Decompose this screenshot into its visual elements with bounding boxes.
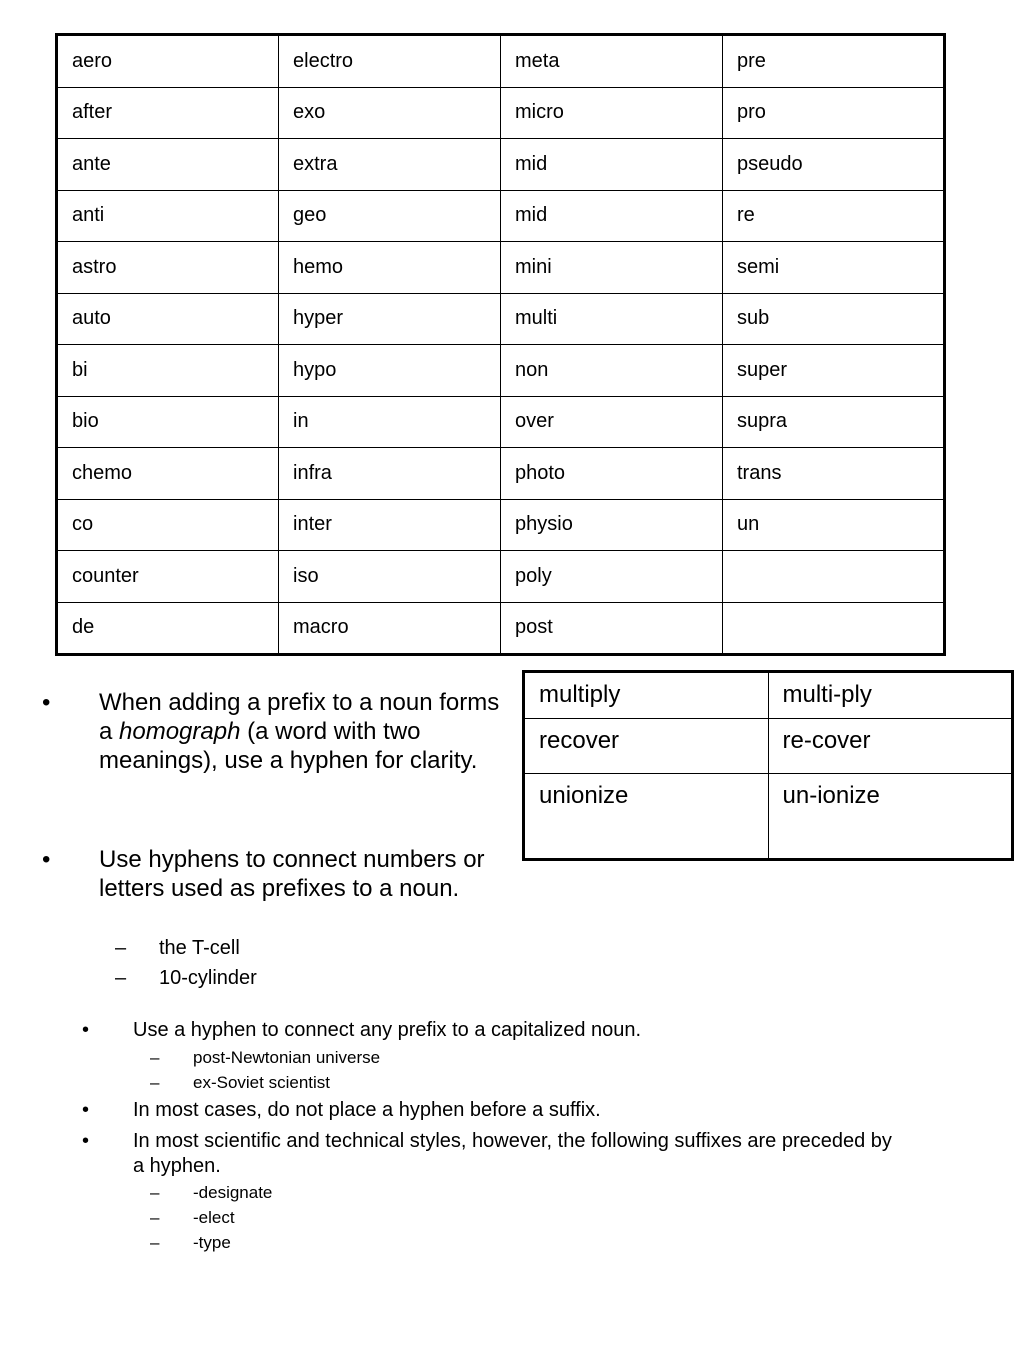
example-item: – ex-Soviet scientist	[150, 1073, 330, 1092]
table-cell: micro	[501, 87, 723, 139]
table-cell: de	[57, 602, 279, 655]
table-cell: super	[723, 345, 945, 397]
table-cell: unionize	[524, 774, 769, 860]
table-cell: iso	[279, 551, 501, 603]
table-cell: mid	[501, 139, 723, 191]
table-row	[57, 242, 945, 294]
table-cell: mini	[501, 242, 723, 294]
table-cell: over	[501, 396, 723, 448]
table-row	[57, 396, 945, 448]
homograph-bullet	[42, 688, 502, 775]
scientific-rule-text: In most scientific and technical styles, however, the following suffixes are preceded by a hyphen.	[133, 1130, 892, 1177]
table-row	[57, 499, 945, 551]
table-cell: pseudo	[723, 139, 945, 191]
table-cell: counter	[57, 551, 279, 603]
table-row	[57, 35, 945, 88]
table-cell: electro	[279, 35, 501, 88]
homograph-term: homograph	[119, 718, 241, 745]
table-cell: hyper	[279, 293, 501, 345]
table-row	[57, 551, 945, 603]
table-cell: hypo	[279, 345, 501, 397]
table-cell: hemo	[279, 242, 501, 294]
table-row	[57, 190, 945, 242]
table-cell: ante	[57, 139, 279, 191]
table-cell: non	[501, 345, 723, 397]
table-cell: exo	[279, 87, 501, 139]
numbers-bullet	[42, 845, 512, 903]
table-cell: in	[279, 396, 501, 448]
table-cell: aero	[57, 35, 279, 88]
table-cell: post	[501, 602, 723, 655]
table-cell: physio	[501, 499, 723, 551]
table-cell	[723, 602, 945, 655]
example-item: – post-Newtonian universe	[150, 1048, 381, 1067]
prefix-table	[55, 33, 946, 656]
bullet-marker: •	[42, 846, 51, 873]
table-cell: poly	[501, 551, 723, 603]
bullet-marker: •	[42, 689, 51, 716]
example-item: – -elect	[150, 1208, 235, 1227]
table-cell: re	[723, 190, 945, 242]
table-cell: meta	[501, 35, 723, 88]
table-cell: multi-ply	[768, 672, 1013, 719]
table-row	[57, 139, 945, 191]
table-row	[57, 87, 945, 139]
suffix-rule-text: In most cases, do not place a hyphen before a suffix.	[133, 1099, 601, 1121]
capitalized-rule-text: Use a hyphen to connect any prefix to a capitalized noun.	[133, 1019, 642, 1041]
table-cell: photo	[501, 448, 723, 500]
table-cell: mid	[501, 190, 723, 242]
table-cell	[723, 551, 945, 603]
homograph-table	[522, 670, 1014, 861]
table-cell: infra	[279, 448, 501, 500]
homograph-rule-text: When adding a prefix to a noun forms a homograph (a word with two meanings), use a hyphen for clarity.	[99, 689, 500, 774]
table-cell: bio	[57, 396, 279, 448]
table-cell: recover	[524, 719, 769, 774]
scientific-bullet: • In most scientific and technical styles, however, the following suffixes are preceded by a hyphen.	[82, 1129, 902, 1179]
table-cell: after	[57, 87, 279, 139]
table-cell: macro	[279, 602, 501, 655]
example-item: – -type	[150, 1233, 231, 1252]
table-cell: extra	[279, 139, 501, 191]
suffix-bullet: • In most cases, do not place a hyphen before a suffix.	[82, 1098, 902, 1123]
table-cell: multiply	[524, 672, 769, 719]
table-cell: co	[57, 499, 279, 551]
table-row	[524, 719, 1013, 774]
table-cell: anti	[57, 190, 279, 242]
table-cell: auto	[57, 293, 279, 345]
table-cell: trans	[723, 448, 945, 500]
table-cell: chemo	[57, 448, 279, 500]
table-cell: re-cover	[768, 719, 1013, 774]
table-cell: semi	[723, 242, 945, 294]
table-row	[524, 774, 1013, 860]
table-row	[524, 672, 1013, 719]
table-row	[57, 602, 945, 655]
table-cell: un-ionize	[768, 774, 1013, 860]
capitalized-bullet: • Use a hyphen to connect any prefix to a capitalized noun.	[82, 1018, 902, 1043]
example-item: – 10-cylinder	[115, 967, 257, 989]
table-cell: pre	[723, 35, 945, 88]
table-cell: geo	[279, 190, 501, 242]
table-cell: bi	[57, 345, 279, 397]
table-cell: sub	[723, 293, 945, 345]
table-cell: pro	[723, 87, 945, 139]
table-cell: un	[723, 499, 945, 551]
table-row	[57, 293, 945, 345]
table-cell: multi	[501, 293, 723, 345]
table-cell: supra	[723, 396, 945, 448]
table-row	[57, 448, 945, 500]
example-item: – the T-cell	[115, 937, 240, 959]
example-item: – -designate	[150, 1183, 273, 1202]
table-row	[57, 345, 945, 397]
numbers-rule-text: Use hyphens to connect numbers or letters used as prefixes to a noun.	[99, 846, 485, 902]
table-cell: astro	[57, 242, 279, 294]
table-cell: inter	[279, 499, 501, 551]
